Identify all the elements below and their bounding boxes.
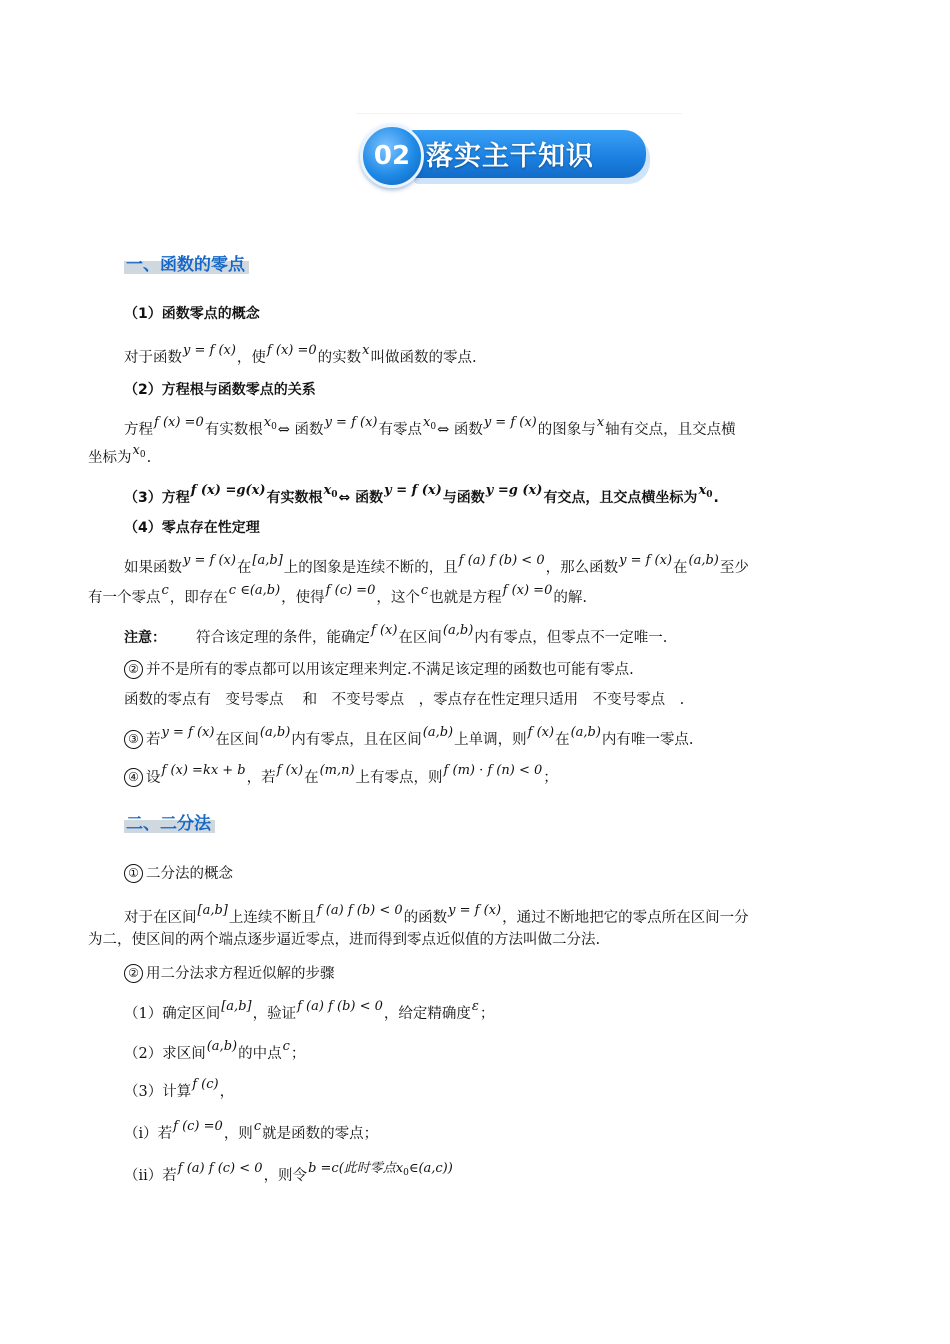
math: ε xyxy=(471,999,479,1014)
text: ，即存在 xyxy=(169,590,228,606)
math: y = f (x) xyxy=(483,415,537,430)
text: 有零点 xyxy=(378,422,422,438)
note-5 xyxy=(124,763,558,791)
text: 与函数 xyxy=(442,490,485,506)
section-heading-zero-points: 一、函数的零点 xyxy=(124,250,249,274)
math: f (c) xyxy=(192,1077,219,1092)
text: ，给定精确度 xyxy=(383,1006,471,1022)
step-3-i xyxy=(124,1119,379,1147)
para-theorem-1 xyxy=(124,553,749,581)
text: 用二分法求方程近似解的步骤 xyxy=(146,966,335,982)
text: 轴有交点，且交点横 xyxy=(605,422,736,438)
text: ，则令 xyxy=(263,1168,308,1184)
text: 的实数 xyxy=(317,350,362,366)
banner-title: 落实主干知识 xyxy=(426,141,594,172)
math: f (x) =kx + b xyxy=(161,763,246,778)
math: [a,b] xyxy=(221,999,252,1014)
text: 在 xyxy=(304,770,319,786)
math-var: x xyxy=(422,415,431,430)
subscript: 0 xyxy=(331,490,338,500)
para-definition xyxy=(124,343,477,371)
text: 上连续不断且 xyxy=(228,910,316,926)
text: 至少 xyxy=(719,560,749,576)
text: 内有零点，但零点不一定唯一. xyxy=(474,630,668,646)
math: f (a) f (b) < 0 xyxy=(297,999,383,1014)
text: 内有唯一零点. xyxy=(601,732,694,748)
top-rule xyxy=(356,113,682,114)
text: 上有零点，则 xyxy=(355,770,443,786)
math: (a,b) xyxy=(422,725,454,740)
step-3-ii xyxy=(124,1161,454,1190)
text: （3）计算 xyxy=(124,1084,192,1100)
text: ，则 xyxy=(223,1126,253,1142)
circled-number: ④ xyxy=(124,768,143,787)
text: 在 xyxy=(236,560,252,576)
math: f (x) =0 xyxy=(502,583,553,598)
math-var: x xyxy=(323,483,332,498)
math: y =g (x) xyxy=(485,483,543,498)
text: ； xyxy=(290,1046,306,1062)
math-var: x xyxy=(132,443,140,458)
math: c xyxy=(253,1119,262,1134)
text: 对于在区间 xyxy=(124,910,197,926)
math-part: ∈(a,c)) xyxy=(408,1161,453,1176)
text: . xyxy=(146,450,152,466)
text: ，那么函数 xyxy=(545,560,619,576)
section-banner xyxy=(356,118,668,196)
text: 方程 xyxy=(124,422,153,438)
math xyxy=(698,483,712,498)
text: （1）确定区间 xyxy=(124,1006,221,1022)
math: [a,b] xyxy=(252,553,283,568)
para-relation-2 xyxy=(88,443,152,472)
text: 对于函数 xyxy=(124,350,182,366)
text: 就是函数的零点； xyxy=(262,1126,379,1142)
math: f (x) =g(x) xyxy=(190,483,266,498)
text: 在区间 xyxy=(215,732,259,748)
subscript: 0 xyxy=(271,422,277,432)
text: 符合该定理的条件，能确定 xyxy=(196,630,370,646)
text: 在 xyxy=(673,560,688,576)
math: y = f (x) xyxy=(324,415,378,430)
math xyxy=(423,415,436,430)
text: ⇔ 函数 xyxy=(277,422,324,438)
banner-number-badge: 02 xyxy=(360,124,424,188)
subscript: 0 xyxy=(706,490,713,500)
text: 如果函数 xyxy=(124,560,182,576)
text: ，使得 xyxy=(281,590,325,606)
math: c ∈(a,b) xyxy=(228,583,281,598)
text: 有一个零点 xyxy=(88,590,161,606)
text: 上的图象是连续不断的，且 xyxy=(283,560,458,576)
math: [a,b] xyxy=(197,903,228,918)
para-theorem-2 xyxy=(88,583,587,611)
math: y = f (x) xyxy=(619,553,673,568)
math: c xyxy=(161,583,169,598)
math-var: x xyxy=(263,415,272,430)
text: 若 xyxy=(146,732,161,748)
text: （3）方程 xyxy=(124,490,190,506)
math: y = f (x) xyxy=(161,725,215,740)
math: f (x) xyxy=(527,725,555,740)
step-2 xyxy=(124,1039,306,1067)
subheading-concept: （1）函数零点的概念 xyxy=(124,306,260,322)
math: x xyxy=(596,415,605,430)
math xyxy=(264,415,277,430)
math: y = f (x) xyxy=(183,553,236,568)
bisection-concept-title xyxy=(124,862,233,886)
text: 上单调，则 xyxy=(454,732,527,748)
math: f (x) xyxy=(371,623,398,638)
math: f (x) xyxy=(276,763,304,778)
bisection-steps-title xyxy=(124,962,335,986)
text: ，若 xyxy=(246,770,276,786)
text: 二分法的概念 xyxy=(146,866,233,882)
text: 有交点，且交点横坐标为 xyxy=(543,490,698,506)
text: 也就是方程 xyxy=(429,590,502,606)
text: 并不是所有的零点都可以用该定理来判定.不满足该定理的函数也可能有零点. xyxy=(146,662,634,678)
text: （2）求区间 xyxy=(124,1046,206,1062)
text: 在 xyxy=(555,732,570,748)
math: y = f (x) xyxy=(384,483,442,498)
text: ⇔ 函数 xyxy=(437,422,483,438)
math-var: x xyxy=(698,483,707,498)
math: f (a) f (b) < 0 xyxy=(316,903,403,918)
text: 有实数根 xyxy=(266,490,323,506)
math: c xyxy=(282,1039,290,1054)
text: ； xyxy=(543,770,558,786)
text: 的中点 xyxy=(238,1046,282,1062)
text: 的图象与 xyxy=(537,422,596,438)
math xyxy=(133,443,146,458)
text: ； xyxy=(479,1006,495,1022)
para-relation-1 xyxy=(124,415,736,444)
text: ，使 xyxy=(236,350,266,366)
para-equation-roots xyxy=(124,483,719,512)
math: f (c) =0 xyxy=(173,1119,223,1134)
text: ，验证 xyxy=(252,1006,297,1022)
text: （i）若 xyxy=(124,1126,173,1142)
note-4 xyxy=(124,725,694,753)
text: 叫做函数的零点. xyxy=(370,350,477,366)
note-2 xyxy=(124,658,634,682)
text: 内有零点，且在区间 xyxy=(291,732,422,748)
math: f (a) f (b) < 0 xyxy=(458,553,545,568)
section-heading-bisection: 二、二分法 xyxy=(124,809,215,833)
circled-number: ③ xyxy=(124,730,143,749)
math: (a,b) xyxy=(570,725,601,740)
math: (a,b) xyxy=(259,725,291,740)
subscript: 0 xyxy=(430,422,437,432)
math: y = f (x) xyxy=(448,903,502,918)
math: c xyxy=(420,583,429,598)
note-1 xyxy=(124,623,668,651)
circled-number: ② xyxy=(124,660,143,679)
text: 在区间 xyxy=(398,630,442,646)
text: ， xyxy=(219,1084,235,1100)
subheading-existence-theorem: （4）零点存在性定理 xyxy=(124,520,260,536)
step-1 xyxy=(124,999,495,1027)
subscript: 0 xyxy=(403,1168,409,1178)
math: f (x) =0 xyxy=(154,415,204,430)
math: f (m) · f (n) < 0 xyxy=(443,763,543,778)
text: . xyxy=(713,490,719,506)
text: ，通过不断地把它的零点所在区间一分 xyxy=(502,910,749,926)
text: 有实数根 xyxy=(204,422,263,438)
math: y = f (x) xyxy=(183,343,236,358)
math xyxy=(308,1161,453,1176)
text: 的函数 xyxy=(403,910,448,926)
math: (m,n) xyxy=(319,763,355,778)
math-part: b =c(此时零点x xyxy=(308,1161,404,1176)
math: x xyxy=(362,343,370,358)
para-bisection-2: 为二，使区间的两个端点逐步逼近零点，进而得到零点近似值的方法叫做二分法. xyxy=(88,932,601,948)
text: 坐标为 xyxy=(88,450,132,466)
text: ，这个 xyxy=(376,590,420,606)
math: f (x) =0 xyxy=(266,343,317,358)
subheading-relation: （2）方程根与函数零点的关系 xyxy=(124,382,316,398)
subscript: 0 xyxy=(139,450,146,460)
text: 设 xyxy=(146,770,161,786)
note-3: 函数的零点有 变号零点 和 不变号零点 ，零点存在性定理只适用 不变号零点 . xyxy=(124,692,685,708)
math: f (a) f (c) < 0 xyxy=(177,1161,263,1176)
math: (a,b) xyxy=(206,1039,238,1054)
math xyxy=(323,483,337,498)
text: 的解. xyxy=(553,590,587,606)
step-3 xyxy=(124,1077,235,1105)
math: (a,b) xyxy=(688,553,719,568)
circled-number: ② xyxy=(124,964,143,983)
text: ⇔ 函数 xyxy=(338,490,384,506)
math: (a,b) xyxy=(442,623,474,638)
math: f (c) =0 xyxy=(325,583,376,598)
circled-number: ① xyxy=(124,864,143,883)
text: （ii）若 xyxy=(124,1168,177,1184)
note-label: 注意： xyxy=(124,630,166,646)
